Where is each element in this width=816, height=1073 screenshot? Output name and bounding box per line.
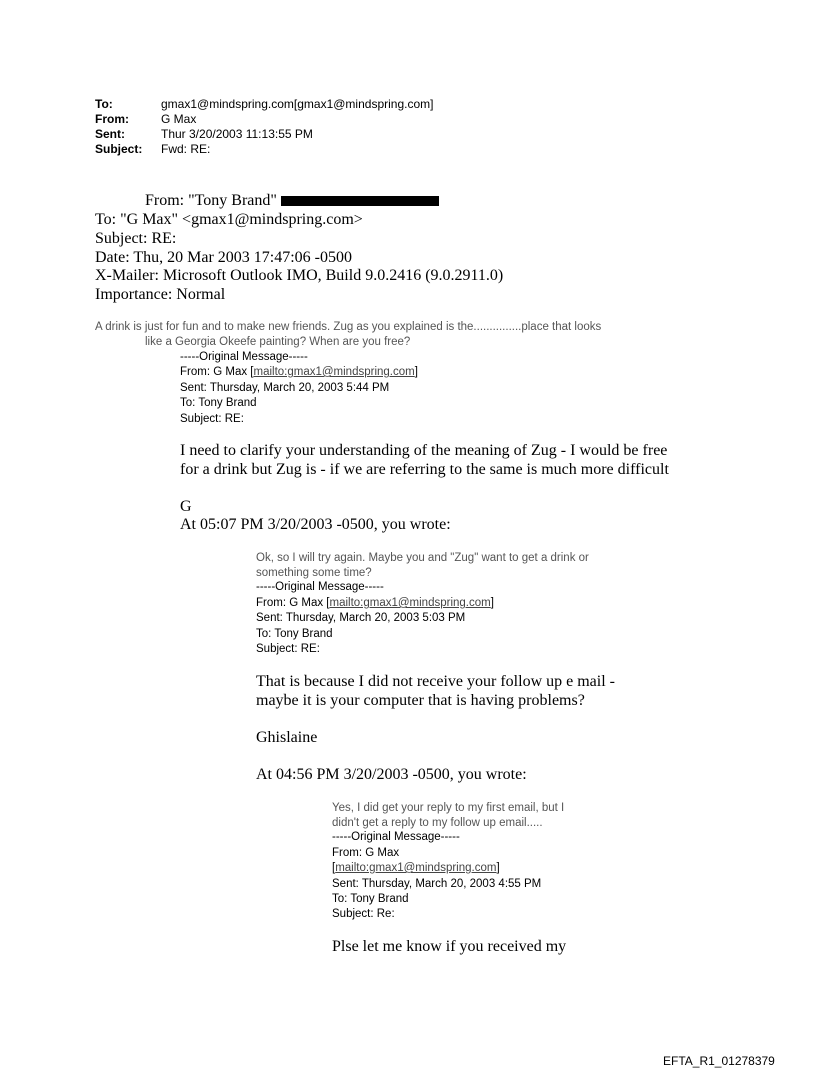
msg2-wrote-line: At 05:07 PM 3/20/2003 -0500, you wrote: — [180, 516, 451, 533]
msg3-from-line — [256, 596, 494, 612]
msg1-original-marker: -----Original Message----- — [180, 351, 308, 363]
fwd-from-text: From: "Tony Brand" — [145, 192, 277, 209]
msg5-line1: Yes, I did get your reply to my first email, but I — [332, 802, 565, 814]
msg2-line2: for a drink but Zug is - if we are referring to the same is much more difficult — [180, 461, 669, 478]
msg5-link-prefix: [ — [332, 862, 336, 874]
header-from-row — [95, 112, 196, 126]
fwd-date-line: Date: Thu, 20 Mar 2003 17:47:06 -0500 — [95, 249, 353, 266]
msg5-sent-line: Sent: Thursday, March 20, 2003 4:55 PM — [332, 878, 542, 890]
msg5-link-line — [332, 861, 500, 877]
msg1-to-line: To: Tony Brand — [180, 397, 257, 409]
msg1-from-prefix: From: G Max [ — [180, 366, 254, 378]
document-id: EFTA_R1_01278379 — [663, 1054, 775, 1068]
msg1-sent-line: Sent: Thursday, March 20, 2003 5:44 PM — [180, 382, 390, 394]
msg3-sent-line: Sent: Thursday, March 20, 2003 5:03 PM — [256, 612, 466, 624]
fwd-importance-line: Importance: Normal — [95, 286, 226, 303]
msg5-subject-line: Subject: Re: — [332, 908, 395, 920]
msg3-from-prefix: From: G Max [ — [256, 597, 330, 609]
msg3-from-suffix: ] — [490, 597, 494, 609]
msg1-from-suffix: ] — [414, 366, 418, 378]
msg1-mailto-link[interactable]: mailto:gmax1@mindspring.com — [253, 366, 415, 378]
msg4-line1: That is because I did not receive your follow up e mail - — [256, 673, 615, 690]
header-from-value: G Max — [161, 112, 197, 126]
msg3-line1: Ok, so I will try again. Maybe you and "Zug" want to get a drink or — [256, 552, 589, 564]
fwd-mailer-line: X-Mailer: Microsoft Outlook IMO, Build 9.0.2416 (9.0.2911.0) — [95, 267, 504, 284]
header-to-value: gmax1@mindspring.com[gmax1@mindspring.com] — [161, 97, 434, 111]
header-sent-value: Thur 3/20/2003 11:13:55 PM — [161, 127, 313, 141]
msg5-link-suffix: ] — [496, 862, 500, 874]
header-subject-value: Fwd: RE: — [161, 142, 211, 156]
fwd-from-line — [145, 192, 439, 210]
msg3-to-line: To: Tony Brand — [256, 628, 333, 640]
msg1-from-line — [180, 365, 418, 381]
redaction-bar — [281, 196, 439, 206]
msg3-subject-line: Subject: RE: — [256, 643, 320, 655]
msg4-line2: maybe it is your computer that is having problems? — [256, 692, 585, 709]
fwd-to-line: To: "G Max" <gmax1@mindspring.com> — [95, 211, 363, 228]
msg3-original-marker: -----Original Message----- — [256, 581, 384, 593]
header-subject-label: Subject: — [95, 142, 143, 156]
msg1-line2: like a Georgia Okeefe painting? When are you free? — [145, 336, 411, 348]
header-sent-label: Sent: — [95, 127, 125, 141]
msg4-wrote-line: At 04:56 PM 3/20/2003 -0500, you wrote: — [256, 766, 527, 783]
header-sent-row — [95, 127, 313, 141]
header-to-row — [95, 97, 433, 111]
msg3-mailto-link[interactable]: mailto:gmax1@mindspring.com — [329, 597, 491, 609]
msg4-signature: Ghislaine — [256, 729, 318, 746]
msg5-line2: didn't get a reply to my follow up email..... — [332, 817, 543, 829]
header-to-label: To: — [95, 97, 113, 111]
msg1-line1: A drink is just for fun and to make new friends. Zug as you explained is the...............place that looks — [95, 321, 602, 333]
fwd-subject-line: Subject: RE: — [95, 230, 177, 247]
msg5-to-line: To: Tony Brand — [332, 893, 409, 905]
msg3-line2: something some time? — [256, 567, 372, 579]
msg5-original-marker: -----Original Message----- — [332, 831, 460, 843]
msg6-line1: Plse let me know if you received my — [332, 938, 567, 955]
msg5-mailto-link[interactable]: mailto:gmax1@mindspring.com — [335, 862, 497, 874]
msg1-subject-line: Subject: RE: — [180, 413, 244, 425]
msg2-line1: I need to clarify your understanding of the meaning of Zug - I would be free — [180, 442, 668, 459]
header-from-label: From: — [95, 112, 129, 126]
msg5-from-line: From: G Max — [332, 847, 400, 859]
header-subject-row — [95, 142, 210, 156]
msg2-signature: G — [180, 498, 192, 515]
